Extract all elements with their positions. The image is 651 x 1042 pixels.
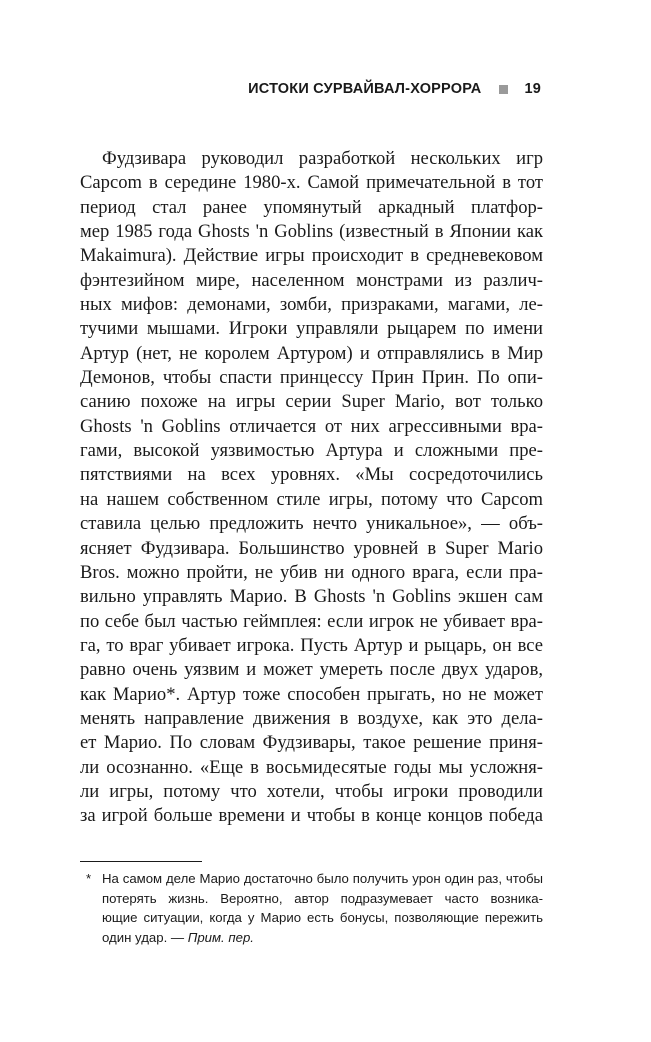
- footnote-marker: *: [86, 871, 92, 886]
- body-line: ных мифов: демонами, зомби, призраками, магами, ле-: [80, 294, 543, 316]
- body-line: Артур (нет, не королем Артуром) и отправлялись в Мир: [80, 342, 543, 364]
- body-line: Capcom в середине 1980-х. Самой примечательной в тот: [80, 172, 543, 194]
- body-paragraph: [80, 147, 543, 829]
- body-line: Bros. можно пройти, не убив ни одного врага, если пра-: [80, 561, 543, 583]
- body-line: за игрой больше времени и чтобы в конце концов победа: [80, 805, 543, 827]
- footnote: [80, 869, 543, 947]
- body-line: ставила целью предложить нечто уникальное», — объ-: [80, 513, 543, 535]
- body-line: ли игры, потому что хотели, чтобы игроки проводили: [80, 780, 543, 802]
- body-line: гами, высокой уязвимостью Артура и сложными пре-: [80, 440, 543, 462]
- footnote-rule: [80, 861, 202, 862]
- body-line: равно очень уязвим и может умереть после двух ударов,: [80, 659, 543, 681]
- body-line: Makaimura). Действие игры происходит в средневековом: [80, 245, 543, 267]
- body-line: Фудзивара руководил разработкой нескольких игр: [102, 148, 543, 169]
- body-line: период стал ранее упомянутый аркадный платфор-: [80, 196, 543, 218]
- body-line: ет Марио. По словам Фудзивары, такое решение приня-: [80, 732, 543, 754]
- footnote-line: потерять жизнь. Вероятно, автор подразумевает часто возника-: [102, 890, 543, 906]
- body-line: ясняет Фудзивара. Большинство уровней в Super Mario: [80, 537, 543, 559]
- body-line: мер 1985 года Ghosts 'n Goblins (известный в Японии как: [80, 221, 543, 243]
- body-line: как Марио*. Артур тоже способен прыгать, но не может: [80, 683, 543, 705]
- page-number: 19: [524, 81, 541, 97]
- body-line: га, то враг убивает игрока. Пусть Артур и рыцарь, он все: [80, 634, 543, 656]
- body-line: по себе был частью геймплея: если игрок не убивает вра-: [80, 610, 543, 632]
- body-line: менять направление движения в воздухе, как это дела-: [80, 707, 543, 729]
- footnote-translator-note: Прим. пер.: [187, 929, 254, 945]
- body-line: вильно управлять Марио. В Ghosts 'n Goblins экшен сам: [80, 586, 543, 608]
- body-line: Ghosts 'n Goblins отличается от них агрессивными вра-: [80, 415, 543, 437]
- body-line: санию похоже на игры серии Super Mario, вот только: [80, 391, 543, 413]
- footnote-last-line-text: один удар. —: [102, 929, 188, 945]
- footnote-last-line: [80, 928, 543, 948]
- running-head-title: ИСТОКИ СУРВАЙВАЛ-ХОРРОРА: [248, 81, 482, 97]
- footnote-line: ющие ситуации, когда у Марио есть бонусы, позволяющие пережить: [102, 910, 543, 925]
- footnote-line: На самом деле Марио достаточно было получить урон один раз, чтобы: [102, 871, 543, 886]
- body-line: фэнтезийном мире, населенном монстрами из различ-: [80, 269, 543, 291]
- running-head: [0, 78, 541, 100]
- body-line: на нашем собственном стиле игры, потому что Capcom: [80, 488, 543, 510]
- square-separator-icon: [499, 85, 508, 94]
- body-line: тучими мышами. Игроки управляли рыцарем по имени: [80, 318, 543, 340]
- body-line: Демонов, чтобы спасти принцессу Прин Прин. По опи-: [80, 367, 543, 389]
- body-line: ли осознанно. «Еще в восьмидесятые годы мы усложня-: [80, 756, 543, 778]
- body-line: пятствиями на всех уровнях. «Мы сосредоточились: [80, 464, 543, 486]
